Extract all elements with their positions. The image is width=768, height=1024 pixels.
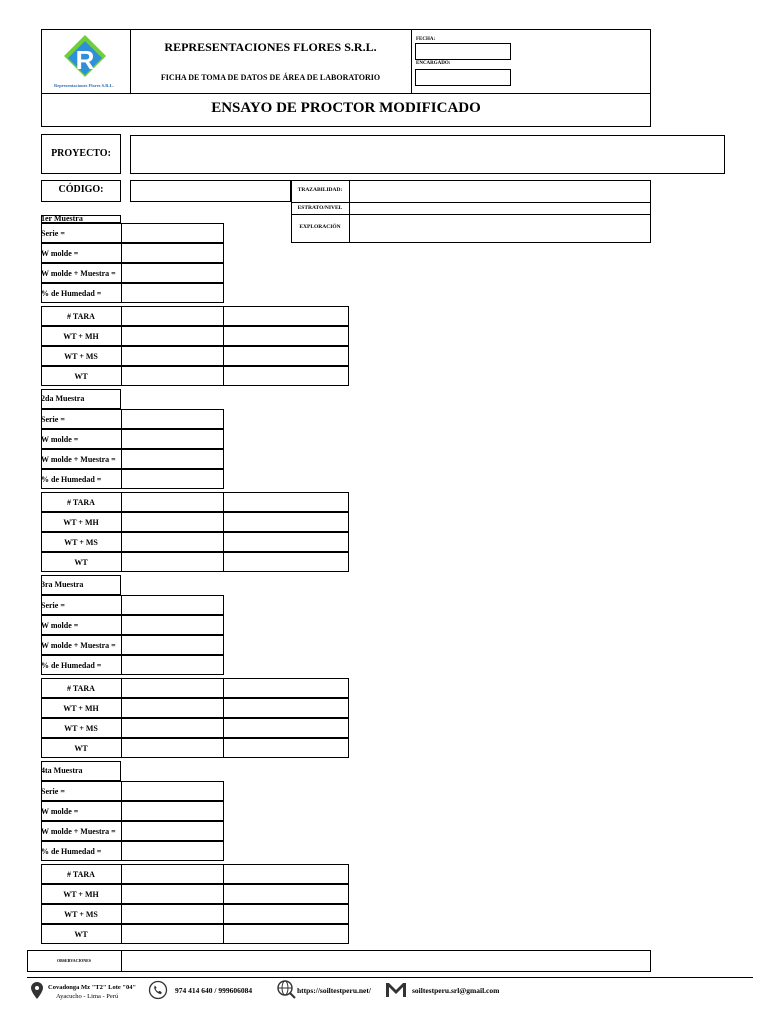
encargado-label: ENCARGADO:: [416, 61, 451, 66]
tara-row-label: WT + MS: [64, 723, 98, 733]
encargado-field[interactable]: [415, 69, 511, 86]
tara-input[interactable]: [122, 347, 222, 365]
sample-row-label: W molde + Muestra =: [41, 826, 116, 836]
sample-row-label: W molde + Muestra =: [41, 268, 116, 278]
globe-icon: [276, 979, 296, 999]
sample-row-input[interactable]: [122, 636, 223, 654]
company-name: REPRESENTACIONES FLORES S.R.L.: [164, 40, 377, 54]
tara-input[interactable]: [224, 679, 348, 697]
sample-row-input[interactable]: [122, 616, 223, 634]
location-pin-icon: [31, 982, 43, 999]
sample-row-label: W molde =: [41, 434, 79, 444]
sample-row-input[interactable]: [122, 244, 223, 262]
proyecto-field[interactable]: [130, 135, 725, 174]
proyecto-label: PROYECTO:: [51, 148, 111, 159]
tara-row-label: WT + MS: [64, 909, 98, 919]
tara-row-label: # TARA: [67, 869, 95, 879]
sample-row-label: W molde + Muestra =: [41, 454, 116, 464]
tara-input[interactable]: [224, 493, 348, 511]
phone-icon: [148, 980, 168, 1000]
fecha-label: FECHA:: [416, 37, 436, 42]
sample-row-input[interactable]: [122, 470, 223, 488]
exploracion-label: EXPLORACIÓN: [299, 224, 341, 230]
sample-row-input[interactable]: [122, 284, 223, 302]
tara-input[interactable]: [224, 739, 348, 757]
sample-title: 2da Muestra: [41, 394, 85, 403]
tara-input[interactable]: [224, 865, 348, 883]
sample-row-input[interactable]: [122, 264, 223, 282]
sample-title: 3ra Muestra: [41, 580, 84, 589]
sample-row-label: W molde =: [41, 806, 79, 816]
tara-input[interactable]: [122, 327, 222, 345]
phone-number: 974 414 640 / 999606084: [175, 986, 253, 995]
tara-input[interactable]: [122, 367, 222, 385]
tara-row-label: WT: [74, 371, 88, 381]
tara-input[interactable]: [224, 533, 348, 551]
tara-input[interactable]: [224, 367, 348, 385]
tara-input[interactable]: [122, 719, 222, 737]
sample-title: 4ta Muestra: [41, 766, 83, 775]
tara-row-label: # TARA: [67, 311, 95, 321]
sample-row-label: Serie =: [41, 786, 65, 796]
tara-input[interactable]: [224, 307, 348, 325]
codigo-label: CÓDIGO:: [58, 184, 104, 195]
sample-row-label: W molde =: [41, 248, 79, 258]
sample-row-label: % de Humedad =: [41, 474, 102, 484]
tara-input[interactable]: [224, 885, 348, 903]
sample-row-label: Serie =: [41, 228, 65, 238]
trazabilidad-field[interactable]: [350, 181, 650, 202]
tara-input[interactable]: [224, 905, 348, 923]
tara-row-label: WT: [74, 743, 88, 753]
logo-caption: Representaciones Flores S.R.L.: [54, 83, 114, 88]
tara-input[interactable]: [122, 553, 222, 571]
sample-row-label: Serie =: [41, 600, 65, 610]
tara-input[interactable]: [122, 493, 222, 511]
document-title: ENSAYO DE PROCTOR MODIFICADO: [211, 100, 481, 116]
fecha-field[interactable]: [415, 43, 511, 60]
tara-row-label: WT + MH: [63, 331, 99, 341]
address-line1: Covadonga Mz "T2" Lote "04": [48, 984, 137, 991]
tara-input[interactable]: [122, 925, 222, 943]
tara-input[interactable]: [122, 699, 222, 717]
sample-row-label: W molde + Muestra =: [41, 640, 116, 650]
tara-row-label: WT: [74, 557, 88, 567]
tara-input[interactable]: [122, 533, 222, 551]
sample-row-input[interactable]: [122, 802, 223, 820]
tara-input[interactable]: [224, 347, 348, 365]
sample-row-input[interactable]: [122, 842, 223, 860]
tara-input[interactable]: [224, 513, 348, 531]
footer-divider: [27, 977, 753, 978]
tara-input[interactable]: [122, 865, 222, 883]
tara-input[interactable]: [224, 719, 348, 737]
tara-input[interactable]: [224, 699, 348, 717]
estrato-label: ESTRATO/NIVEL: [297, 205, 343, 211]
tara-input[interactable]: [122, 307, 222, 325]
logo-icon: [48, 31, 126, 91]
tara-input[interactable]: [224, 553, 348, 571]
tara-input[interactable]: [122, 885, 222, 903]
exploracion-field[interactable]: [350, 215, 650, 242]
tara-row-label: WT + MH: [63, 703, 99, 713]
tara-row-label: WT: [74, 929, 88, 939]
tara-input[interactable]: [122, 905, 222, 923]
sample-row-input[interactable]: [122, 656, 223, 674]
sample-title: 1er Muestra: [41, 214, 83, 223]
sample-row-input[interactable]: [122, 782, 223, 800]
tara-input[interactable]: [224, 925, 348, 943]
sample-row-input[interactable]: [122, 410, 223, 428]
trazabilidad-label: TRAZABILIDAD:: [297, 187, 343, 193]
tara-input[interactable]: [122, 679, 222, 697]
sample-row-input[interactable]: [122, 430, 223, 448]
logo: [48, 31, 126, 91]
svg-text:R: R: [75, 45, 95, 75]
sample-row-input[interactable]: [122, 224, 223, 242]
sample-row-label: % de Humedad =: [41, 846, 102, 856]
tara-row-label: WT + MH: [63, 889, 99, 899]
tara-row-label: WT + MS: [64, 351, 98, 361]
tara-row-label: WT + MS: [64, 537, 98, 547]
sample-row-label: W molde =: [41, 620, 79, 630]
email-link[interactable]: soiltestperu.srl@gmail.com: [412, 986, 500, 995]
tara-row-label: WT + MH: [63, 517, 99, 527]
sample-row-label: % de Humedad =: [41, 288, 102, 298]
website-link[interactable]: https://soiltestperu.net/: [297, 986, 371, 995]
tara-input[interactable]: [122, 513, 222, 531]
mail-icon: [385, 981, 407, 998]
observaciones-label: OBSERVACIONES: [56, 958, 92, 963]
tara-input[interactable]: [224, 327, 348, 345]
sample-row-label: Serie =: [41, 414, 65, 424]
codigo-field[interactable]: [130, 180, 291, 202]
address-line2: Ayacucho - Lima - Perú: [56, 993, 119, 1000]
tara-row-label: # TARA: [67, 683, 95, 693]
estrato-field[interactable]: [350, 203, 650, 214]
sample-row-input[interactable]: [122, 822, 223, 840]
sample-row-input[interactable]: [122, 596, 223, 614]
sample-row-input[interactable]: [122, 450, 223, 468]
sample-row-label: % de Humedad =: [41, 660, 102, 670]
form-subtitle: FICHA DE TOMA DE DATOS DE ÁREA DE LABORATORIO: [160, 73, 381, 82]
tara-row-label: # TARA: [67, 497, 95, 507]
observaciones-field[interactable]: [122, 951, 650, 971]
tara-input[interactable]: [122, 739, 222, 757]
